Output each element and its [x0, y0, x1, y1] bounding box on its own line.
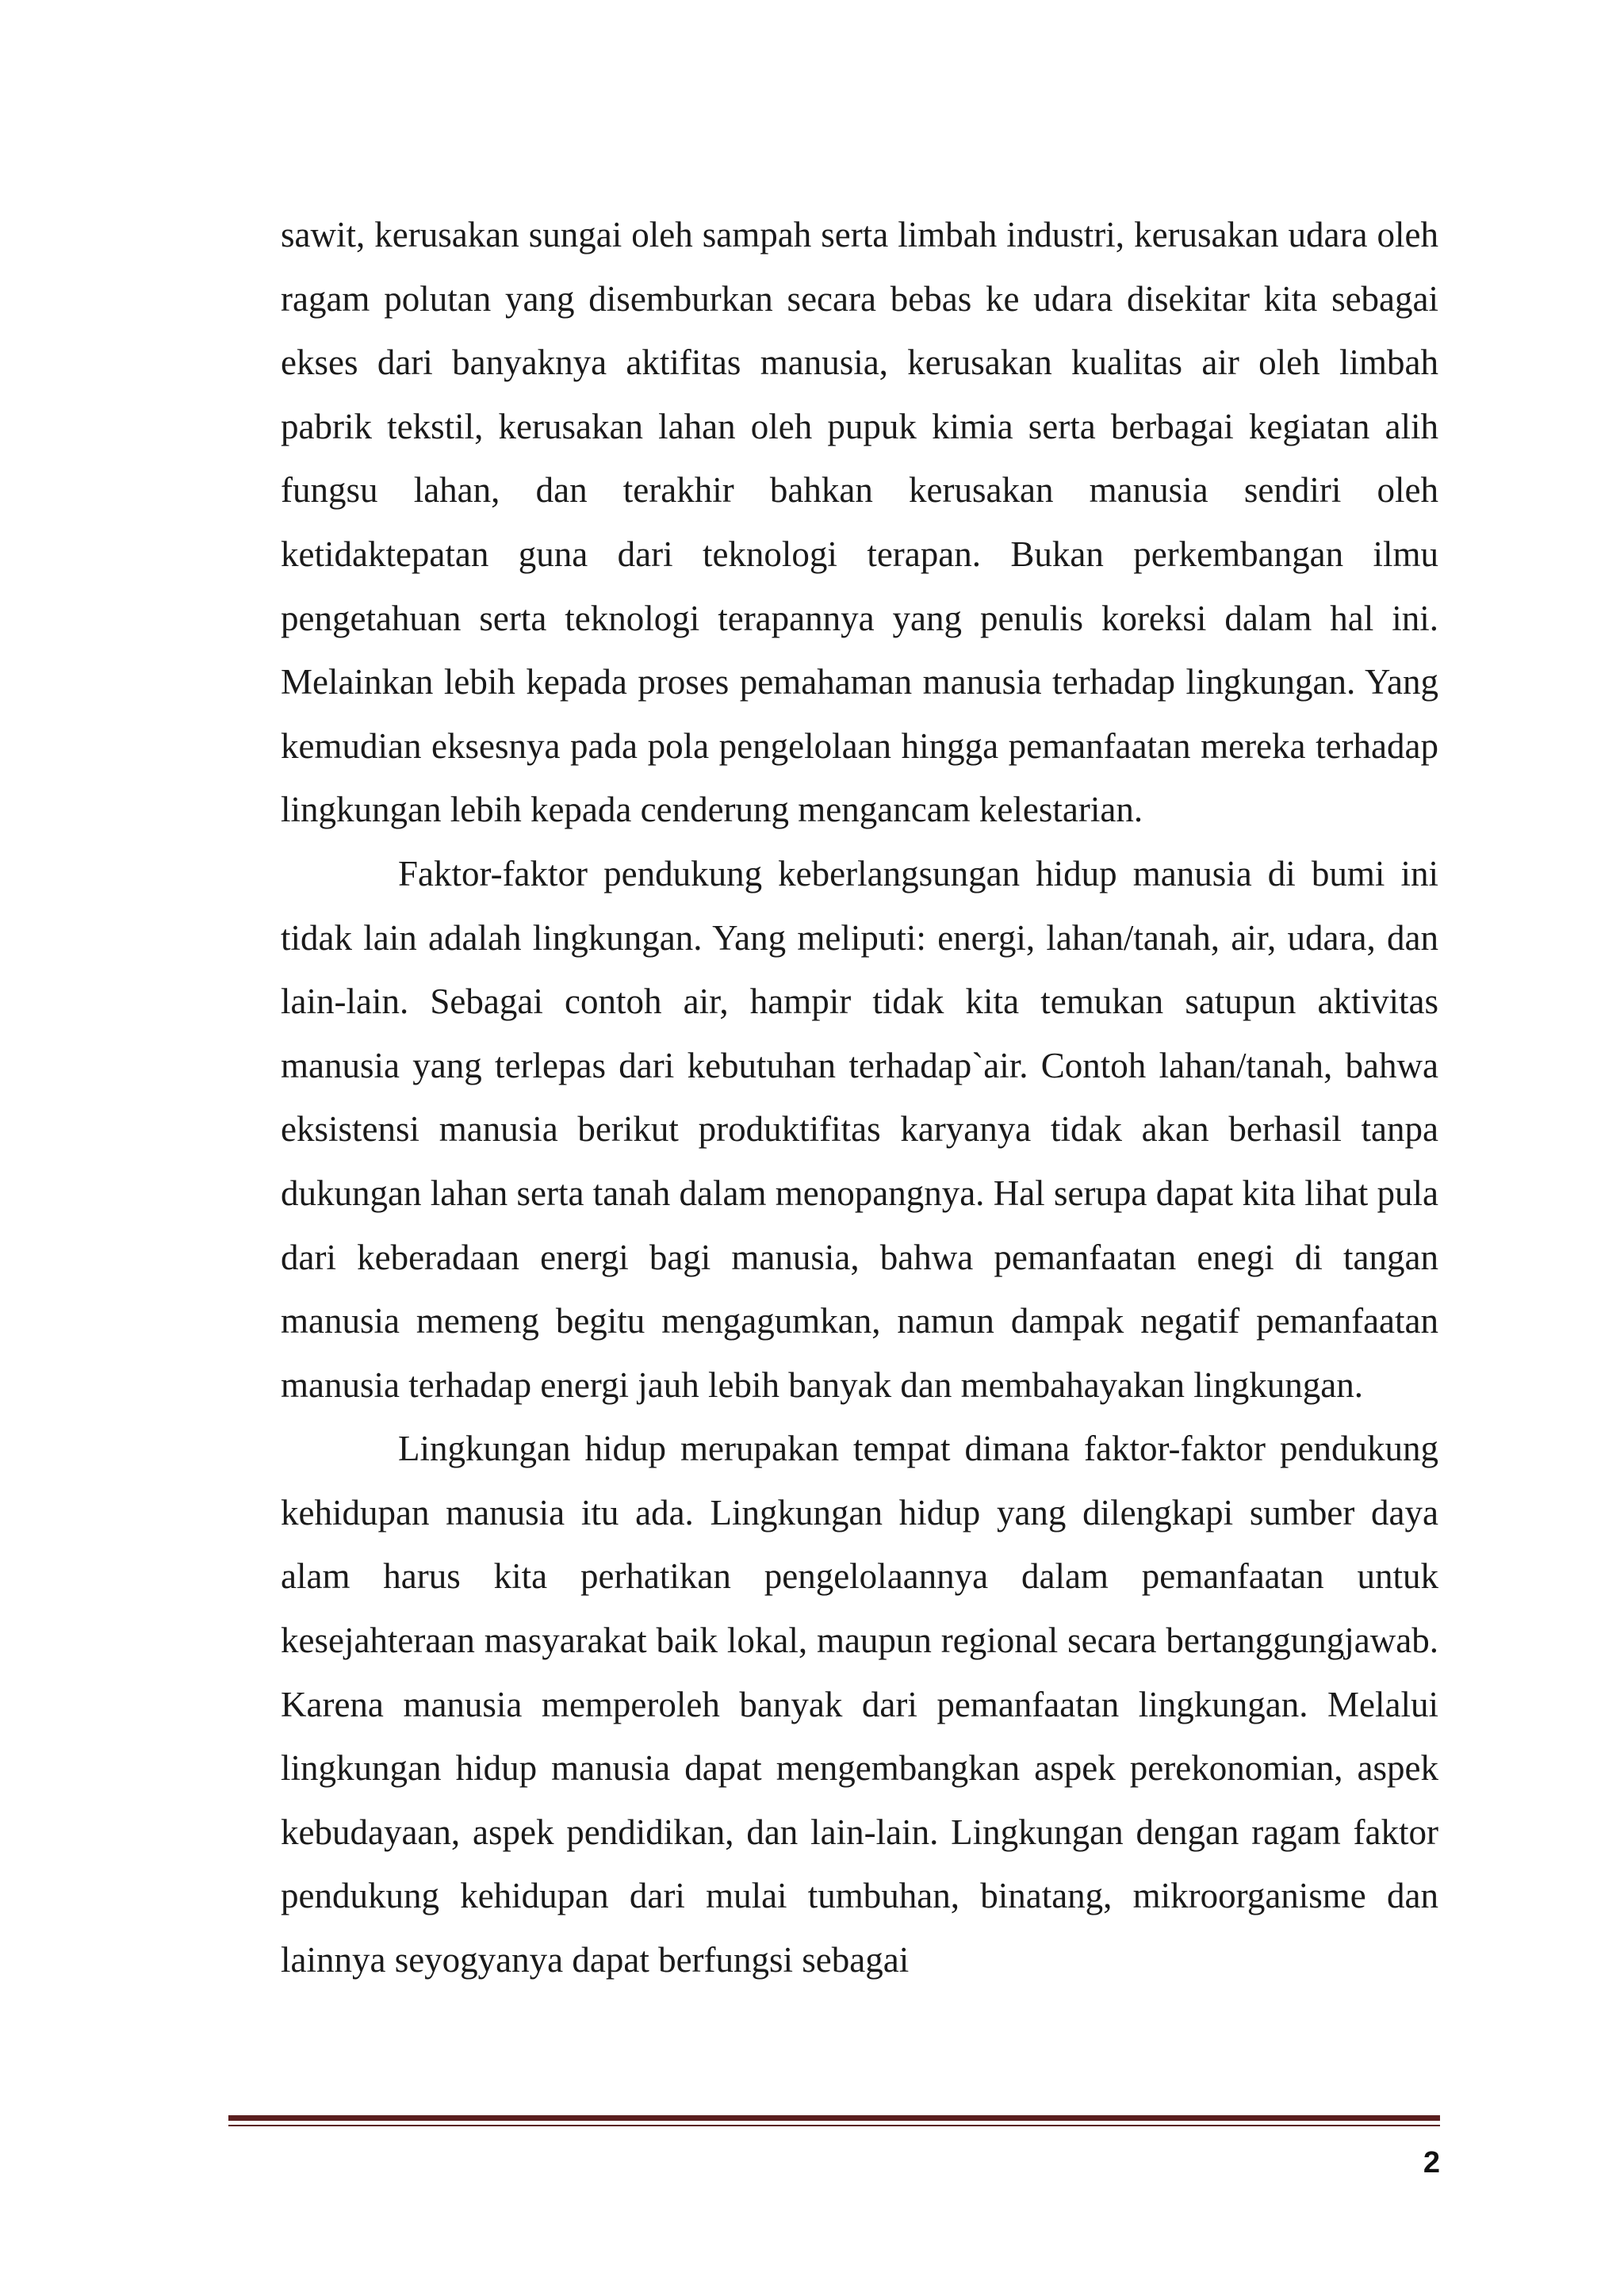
footer-rule-thin — [228, 2125, 1440, 2126]
paragraph-3: Lingkungan hidup merupakan tempat dimana faktor-faktor pendukung kehidupan manusia itu ada. Lingkungan hidup yang dilengkapi sumber daya alam harus kita perhatikan pengelolaannya dalam pemanfaatan untuk kesejahteraan masyarakat baik lokal, maupun regional secara bertanggungjawab. Karena manusia memperoleh banyak dari pemanfaatan lingkungan. Melalui lingkungan hidup manusia dapat mengembangkan aspek perekonomian, aspek kebudayaan, aspek pendidikan, dan lain-lain. Lingkungan dengan ragam faktor pendukung kehidupan dari mulai tumbuhan, binatang, mikroorganisme dan lainnya seyogyanya dapat berfungsi sebagai — [281, 1429, 1438, 1980]
footer-rule-thick — [228, 2115, 1440, 2121]
page-number: 2 — [1423, 2146, 1440, 2179]
paragraph-1: sawit, kerusakan sungai oleh sampah serta limbah industri, kerusakan udara oleh ragam polutan yang disemburkan secara bebas ke udara disekitar kita sebagai ekses dari banyaknya aktifitas manusia, kerusakan kualitas air oleh limbah pabrik tekstil, kerusakan lahan oleh pupuk kimia serta berbagai kegiatan alih fungsu lahan, dan terakhir bahkan kerusakan manusia sendiri oleh ketidaktepatan guna dari teknologi terapan. Bukan perkembangan ilmu pengetahuan serta teknologi terapannya yang penulis koreksi dalam hal ini. Melainkan lebih kepada proses pemahaman manusia terhadap lingkungan. Yang kemudian eksesnya pada pola pengelolaan hingga pemanfaatan mereka terhadap lingkungan lebih kepada cenderung mengancam kelestarian. — [281, 215, 1438, 830]
body-text — [281, 203, 1438, 1992]
paragraph-2: Faktor-faktor pendukung keberlangsungan hidup manusia di bumi ini tidak lain adalah lingkungan. Yang meliputi: energi, lahan/tanah, air, udara, dan lain-lain. Sebagai contoh air, hampir tidak kita temukan satupun aktivitas manusia yang terlepas dari kebutuhan terhadap`air. Contoh lahan/tanah, bahwa eksistensi manusia berikut produktifitas karyanya tidak akan berhasil tanpa dukungan lahan serta tanah dalam menopangnya. Hal serupa dapat kita lihat pula dari keberadaan energi bagi manusia, bahwa pemanfaatan enegi di tangan manusia memeng begitu mengagumkan, namun dampak negatif pemanfaatan manusia terhadap energi jauh lebih banyak dan membahayakan lingkungan. — [281, 853, 1438, 1405]
